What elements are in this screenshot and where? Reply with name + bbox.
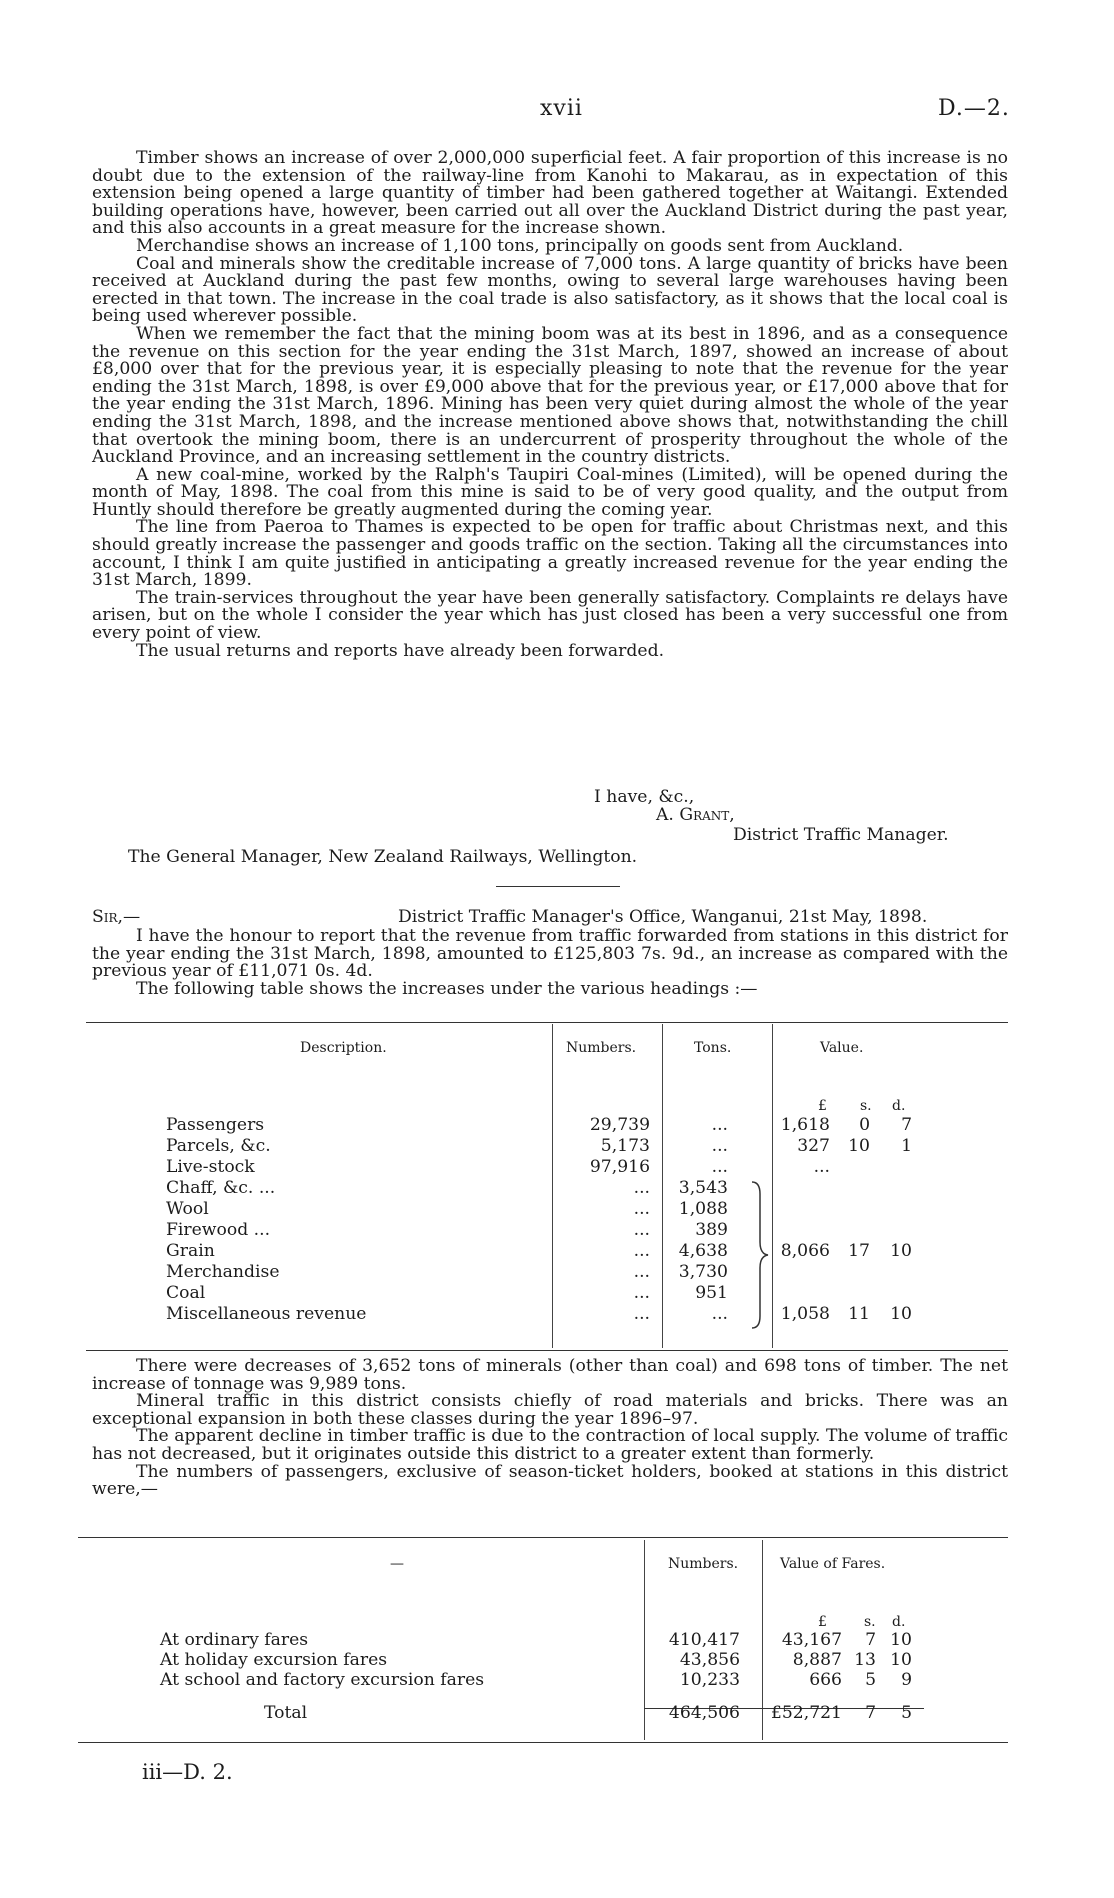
paragraph: The usual returns and reports have already been forwarded. bbox=[136, 640, 665, 661]
shillings-cell bbox=[830, 1198, 870, 1219]
pence-cell: 1 bbox=[901, 1135, 912, 1156]
pence-cell bbox=[870, 1198, 916, 1219]
tons-cell: 1,088 bbox=[678, 1198, 728, 1219]
shillings-cell: 17 bbox=[848, 1240, 870, 1261]
salutation: Sir,— bbox=[92, 907, 141, 927]
unit-shillings: s. bbox=[860, 1098, 872, 1114]
row-label: At ordinary fares bbox=[160, 1630, 309, 1650]
dateline: District Traffic Manager's Office, Wanganui, 21st May, 1898. bbox=[398, 907, 928, 927]
addressee: The General Manager, New Zealand Railways, Wellington. bbox=[128, 847, 638, 867]
row-label: Grain bbox=[166, 1240, 215, 1261]
table1 bbox=[166, 1114, 916, 1324]
table-row bbox=[166, 1198, 916, 1219]
pence-cell bbox=[870, 1156, 916, 1177]
shillings-cell: 13 bbox=[854, 1650, 876, 1670]
table-row bbox=[160, 1650, 916, 1670]
tons-cell: ... bbox=[711, 1135, 728, 1156]
row-label: Chaff, &c. ... bbox=[166, 1177, 276, 1198]
unit-pence: d. bbox=[892, 1614, 906, 1630]
total-numbers: 464,506 bbox=[668, 1703, 740, 1723]
total-shillings: 7 bbox=[865, 1703, 876, 1723]
pounds-cell: 666 bbox=[809, 1670, 842, 1690]
pounds-cell: 8,066 bbox=[780, 1240, 830, 1261]
row-label: At school and factory excursion fares bbox=[160, 1670, 485, 1690]
paragraph: Mineral traffic in this district consists chiefly of road materials and bricks. There was an exceptional expansion in both these classes during the year 1896–97. bbox=[92, 1391, 1008, 1429]
pence-cell bbox=[870, 1219, 916, 1240]
pence-cell: 10 bbox=[890, 1630, 912, 1650]
table-row bbox=[166, 1282, 916, 1303]
table1-header-value: Value. bbox=[820, 1040, 864, 1056]
shillings-cell: 10 bbox=[848, 1135, 870, 1156]
pounds-cell: 43,167 bbox=[781, 1630, 842, 1650]
pence-cell: 10 bbox=[890, 1240, 912, 1261]
numbers-cell: 410,417 bbox=[668, 1630, 740, 1650]
pounds-cell bbox=[760, 1282, 830, 1303]
row-label: Live-stock bbox=[166, 1156, 255, 1177]
table2-header-blank: — bbox=[390, 1556, 404, 1572]
letter2-intro bbox=[92, 928, 1008, 998]
row-label: Passengers bbox=[166, 1114, 265, 1135]
letter1-body bbox=[92, 150, 1008, 660]
grouping-brace bbox=[748, 1180, 770, 1330]
row-label: Parcels, &c. bbox=[166, 1135, 271, 1156]
paragraph: The numbers of passengers, exclusive of season-ticket holders, booked at stations in this district were,— bbox=[92, 1461, 1008, 1500]
pounds-cell bbox=[760, 1261, 830, 1282]
paragraph: The train-services throughout the year have been generally satisfactory. Complaints re delays have arisen, but on the whole I consider the year which has just closed has been a very successful one from every point of view. bbox=[92, 587, 1008, 644]
pounds-cell bbox=[760, 1198, 830, 1219]
pence-cell bbox=[870, 1177, 916, 1198]
paragraph: Coal and minerals show the creditable increase of 7,000 tons. A large quantity of bricks have been received at Auckland during the past few months, owing to several large warehouses having been erected in that town. The increase in the coal trade is also satisfactory, as it shows that the local coal is being used wherever possible. bbox=[92, 253, 1008, 327]
document-reference: D.—2. bbox=[938, 96, 1010, 121]
pounds-cell: 1,618 bbox=[780, 1114, 830, 1135]
table-total-row bbox=[160, 1690, 916, 1736]
numbers-cell: ... bbox=[633, 1282, 650, 1303]
numbers-cell: 97,916 bbox=[589, 1156, 650, 1177]
shillings-cell: 5 bbox=[865, 1670, 876, 1690]
table-row bbox=[166, 1303, 916, 1324]
paragraph: A new coal-mine, worked by the Ralph's Taupiri Coal-mines (Limited), will be opened during the month of May, 1898. The coal from this mine is said to be of very good quality, and the output from Huntly should therefore be greatly augmented during the coming year. bbox=[92, 464, 1008, 520]
shillings-cell bbox=[830, 1177, 870, 1198]
numbers-cell: ... bbox=[633, 1198, 650, 1219]
pence-cell bbox=[870, 1261, 916, 1282]
row-label: Firewood ... bbox=[166, 1219, 271, 1240]
closing: I have, &c., bbox=[594, 787, 695, 807]
shillings-cell: 7 bbox=[865, 1630, 876, 1650]
pounds-cell bbox=[760, 1219, 830, 1240]
page-number: xvii bbox=[540, 96, 583, 121]
unit-pence: d. bbox=[892, 1098, 906, 1114]
row-label: Coal bbox=[166, 1282, 206, 1303]
shillings-cell bbox=[830, 1156, 870, 1177]
numbers-cell: 5,173 bbox=[600, 1135, 650, 1156]
tons-cell: 3,730 bbox=[678, 1261, 728, 1282]
pence-cell: 10 bbox=[890, 1303, 912, 1324]
tons-cell: ... bbox=[711, 1156, 728, 1177]
table-row bbox=[166, 1240, 916, 1261]
tons-cell: 389 bbox=[695, 1219, 728, 1240]
table1-header-numbers: Numbers. bbox=[566, 1040, 637, 1056]
table2 bbox=[160, 1630, 916, 1736]
table-row bbox=[160, 1630, 916, 1650]
table2-bottom-rule bbox=[78, 1742, 1008, 1743]
shillings-cell bbox=[830, 1261, 870, 1282]
paragraph: The apparent decline in timber traffic is due to the contraction of local supply. The volume of traffic has not decreased, but it originates outside this district to a greater extent than formerly. bbox=[92, 1426, 1008, 1464]
tons-cell: 951 bbox=[695, 1282, 728, 1303]
table2-header-value: Value of Fares. bbox=[780, 1556, 886, 1572]
table-row bbox=[166, 1177, 916, 1198]
table-row bbox=[166, 1261, 916, 1282]
total-label: Total bbox=[264, 1703, 308, 1723]
signature-mark: iii—D. 2. bbox=[142, 1760, 233, 1784]
pence-cell bbox=[870, 1282, 916, 1303]
pence-cell: 9 bbox=[901, 1670, 912, 1690]
paragraph: The line from Paeroa to Thames is expected to be open for traffic about Christmas next, and this should greatly increase the passenger and goods traffic on the section. Taking all the circumstances into account, I think I am quite justified in anticipating a greatly increased revenue for the year ending the 31st March, 1899. bbox=[92, 517, 1008, 591]
row-label: At holiday excursion fares bbox=[160, 1650, 388, 1670]
numbers-cell: 10,233 bbox=[679, 1670, 740, 1690]
numbers-cell: ... bbox=[633, 1219, 650, 1240]
pounds-cell: 327 bbox=[797, 1135, 830, 1156]
table-row bbox=[166, 1135, 916, 1156]
tons-cell: 3,543 bbox=[678, 1177, 728, 1198]
numbers-cell: 43,856 bbox=[679, 1650, 740, 1670]
paragraph: I have the honour to report that the revenue from traffic forwarded from stations in this district for the year ending the 31st March, 1898, amounted to £125,803 7s. 9d., an increase as compared with the previous year of £11,071 0s. 4d. bbox=[92, 926, 1008, 982]
shillings-cell bbox=[830, 1282, 870, 1303]
row-label: Miscellaneous revenue bbox=[166, 1303, 367, 1324]
shillings-cell: 11 bbox=[848, 1303, 870, 1324]
table-row bbox=[166, 1219, 916, 1240]
tons-cell: ... bbox=[711, 1114, 728, 1135]
pounds-cell: 8,887 bbox=[792, 1650, 842, 1670]
row-label: Wool bbox=[166, 1198, 209, 1219]
shillings-cell: 0 bbox=[859, 1114, 870, 1135]
numbers-cell: ... bbox=[633, 1177, 650, 1198]
unit-pounds: £ bbox=[818, 1614, 827, 1630]
table-row bbox=[166, 1156, 916, 1177]
unit-shillings: s. bbox=[864, 1614, 876, 1630]
section-divider bbox=[496, 886, 620, 887]
table1-bottom-rule bbox=[86, 1350, 1008, 1351]
table1-top-rule bbox=[86, 1022, 1008, 1023]
numbers-cell: ... bbox=[633, 1261, 650, 1282]
signatory-title: District Traffic Manager. bbox=[733, 825, 949, 845]
paragraph: When we remember the fact that the mining boom was at its best in 1896, and as a consequence the revenue on this section for the year ending the 31st March, 1897, showed an increase of about £8,000 over that for the previous year, it is especially pleasing to note that the revenue for the year ending the 31st March, 1898, is over £9,000 above that for the previous year, or £17,000 above that for the year ending the 31st March, 1896. Mining has been very quiet during almost the whole of the year ending the 31st March, 1898, and the increase mentioned above shows that, notwithstanding the chill that overtook the mining boom, there is an undercurrent of prosperity throughout the whole of the Auckland Province, and an increasing settlement in the country districts. bbox=[92, 323, 1008, 468]
tons-cell: ... bbox=[711, 1303, 728, 1324]
paragraph: Merchandise shows an increase of 1,100 tons, principally on goods sent from Auckland. bbox=[136, 235, 904, 256]
total-pounds: £52,721 bbox=[770, 1703, 842, 1723]
total-pence: 5 bbox=[901, 1703, 912, 1723]
shillings-cell bbox=[830, 1219, 870, 1240]
table1-header-description: Description. bbox=[300, 1040, 387, 1056]
table1-header-tons: Tons. bbox=[694, 1040, 732, 1056]
table-row bbox=[166, 1114, 916, 1135]
paragraph: The following table shows the increases under the various headings :— bbox=[136, 978, 758, 999]
paragraph: There were decreases of 3,652 tons of minerals (other than coal) and 698 tons of timber. The net increase of tonnage was 9,989 tons. bbox=[92, 1356, 1008, 1394]
letter2-body bbox=[92, 1358, 1008, 1499]
signatory: A. Grant, bbox=[656, 805, 735, 825]
pence-cell: 10 bbox=[890, 1650, 912, 1670]
tons-cell: 4,638 bbox=[678, 1240, 728, 1261]
pounds-cell: ... bbox=[813, 1156, 830, 1177]
pounds-cell: 1,058 bbox=[780, 1303, 830, 1324]
numbers-cell: ... bbox=[633, 1303, 650, 1324]
unit-pounds: £ bbox=[818, 1098, 827, 1114]
pence-cell: 7 bbox=[901, 1114, 912, 1135]
table2-header-numbers: Numbers. bbox=[668, 1556, 739, 1572]
table-row bbox=[160, 1670, 916, 1690]
table2-top-rule bbox=[78, 1537, 1008, 1538]
numbers-cell: ... bbox=[633, 1240, 650, 1261]
pounds-cell bbox=[760, 1177, 830, 1198]
numbers-cell: 29,739 bbox=[589, 1114, 650, 1135]
paragraph: Timber shows an increase of over 2,000,000 superficial feet. A fair proportion of this increase is no doubt due to the extension of the railway-line from Kanohi to Makarau, as in expectation of this extension being opened a large quantity of timber had been gathered together at Waitangi. Extended building operations have, however, been carried out all over the Auckland District during the past year, and this also accounts in a great measure for the increase shown. bbox=[92, 148, 1008, 239]
row-label: Merchandise bbox=[166, 1261, 280, 1282]
